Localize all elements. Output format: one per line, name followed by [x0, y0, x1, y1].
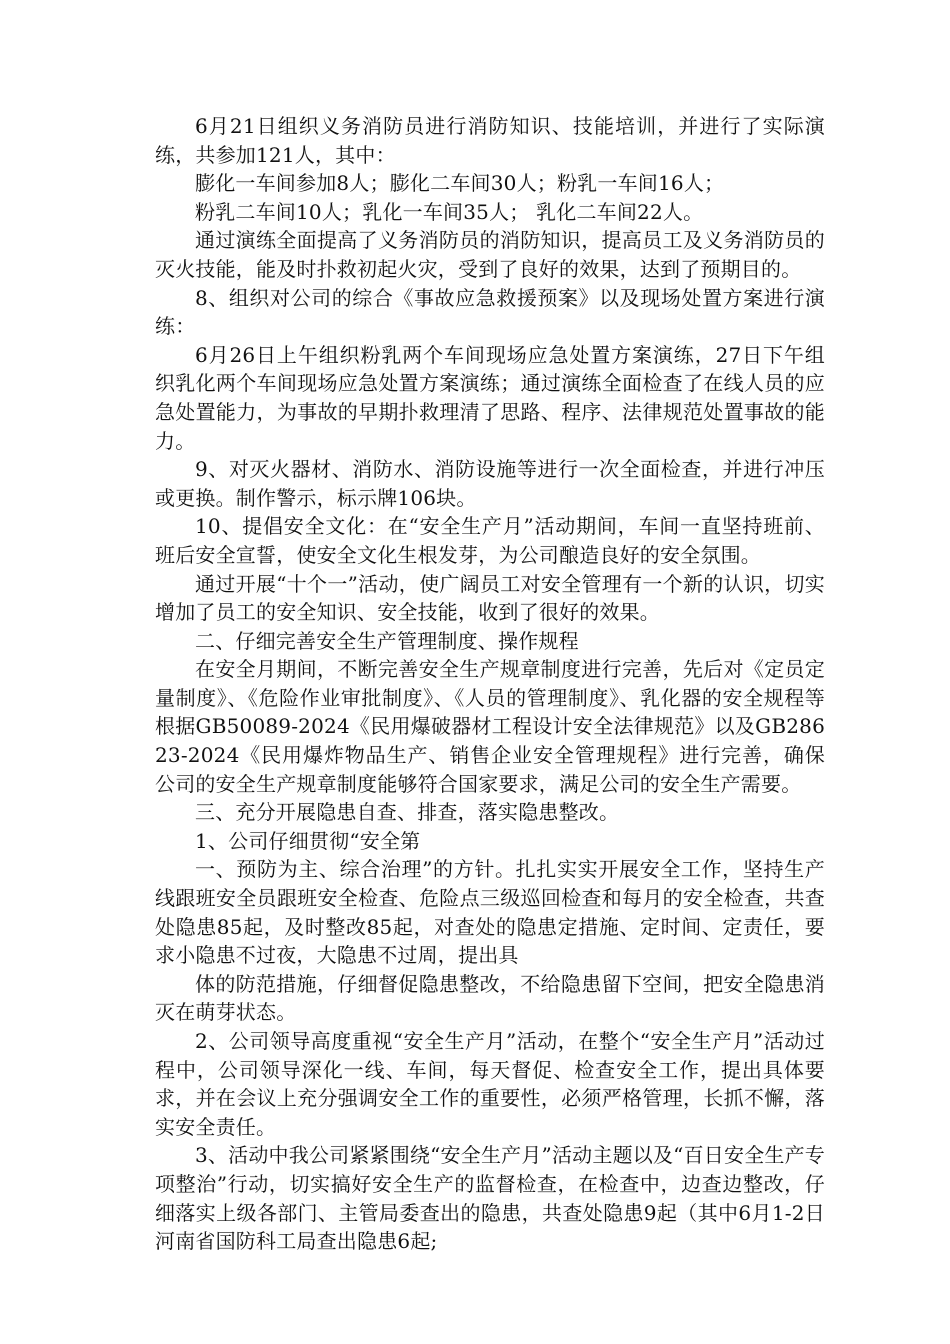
- paragraph-item-1-body: 一、预防为主、综合治理”的方针。扎扎实实开展安全工作，坚持生产线跟班安全员跟班安全检查、危险点三级巡回检查和每月的安全检查，共查处隐患85起，及时整改85起，对查处的隐患定措施、定时间、定责任，要求小隐患不过夜，大隐患不过周，提出具: [155, 857, 825, 968]
- paragraph-training: 6月21日组织义务消防员进行消防知识、技能培训，并进行了实际演练，共参加121人，其中：: [155, 114, 825, 167]
- section-heading-3: 三、充分开展隐患自查、排查，落实隐患整改。: [195, 800, 620, 825]
- document-body: [155, 112, 825, 1256]
- paragraph-item-3: 3、活动中我公司紧紧围绕“安全生产月”活动主题以及“百日安全生产专项整治”行动，切实搞好安全生产的监督检查，在检查中，边查边整改，仔细落实上级各部门、主管局委查出的隐患，共查处隐患9起（其中6月1-2日河南省国防科工局查出隐患6起;: [155, 1143, 825, 1254]
- paragraph-item-1-cont: 体的防范措施，仔细督促隐患整改，不给隐患留下空间，把安全隐患消灭在萌芽状态。: [155, 971, 825, 1025]
- paragraph-regulations: 在安全月期间，不断完善安全生产规章制度进行完善，先后对《定员定量制度》、《危险作业审批制度》、《人员的管理制度》、乳化器的安全规程等根据GB50089-2024《民用爆破器材工程设计安全法律规范》以及GB28623-2024《民用爆炸物品生产、销售企业安全管理规程》进行完善，确保公司的安全生产规章制度能够符合国家要求，满足公司的安全生产需要。: [155, 657, 825, 796]
- paragraph-drill-result: 通过演练全面提高了义务消防员的消防知识，提高员工及义务消防员的灭火技能，能及时扑救初起火灾，受到了良好的效果，达到了预期目的。: [155, 228, 825, 281]
- section-heading-2: 二、仔细完善安全生产管理制度、操作规程: [195, 628, 579, 653]
- paragraph-drill-detail: 6月26日上午组织粉乳两个车间现场应急处置方案演练，27日下午组织乳化两个车间现场应急处置方案演练；通过演练全面检查了在线人员的应急处置能力，为事故的早期扑救理清了思路、程序、法律规范处置事故的能力。: [155, 342, 825, 453]
- paragraph-item-9: 9、对灭火器材、消防水、消防设施等进行一次全面检查，并进行冲压或更换。制作警示，标示牌106块。: [155, 457, 825, 510]
- paragraph-item-8: 8、组织对公司的综合《事故应急救援预案》以及现场处置方案进行演练：: [155, 285, 825, 339]
- paragraph-workshop-counts-1: 膨化一车间参加8人；膨化二车间30人；粉乳一车间16人；: [195, 171, 725, 196]
- paragraph-item-2: 2、公司领导高度重视“安全生产月”活动，在整个“安全生产月”活动过程中，公司领导深化一线、车间，每天督促、检查安全工作，提出具体要求，并在会议上充分强调安全工作的重要性，必须严格管理，长抓不懈，落实安全责任。: [155, 1029, 825, 1139]
- paragraph-workshop-counts-2: 粉乳二车间10人；乳化一车间35人； 乳化二车间22人。: [195, 199, 704, 224]
- paragraph-item-10: 10、提倡安全文化：在“安全生产月”活动期间，车间一直坚持班前、班后安全宣誓，使安全文化生根发芽，为公司酿造良好的安全氛围。: [155, 514, 825, 567]
- paragraph-item-1-heading: 1、公司仔细贯彻“安全第: [195, 828, 421, 853]
- paragraph-activity-summary: 通过开展“十个一”活动，使广阔员工对安全管理有一个新的认识，切实增加了员工的安全知识、安全技能，收到了很好的效果。: [155, 571, 825, 625]
